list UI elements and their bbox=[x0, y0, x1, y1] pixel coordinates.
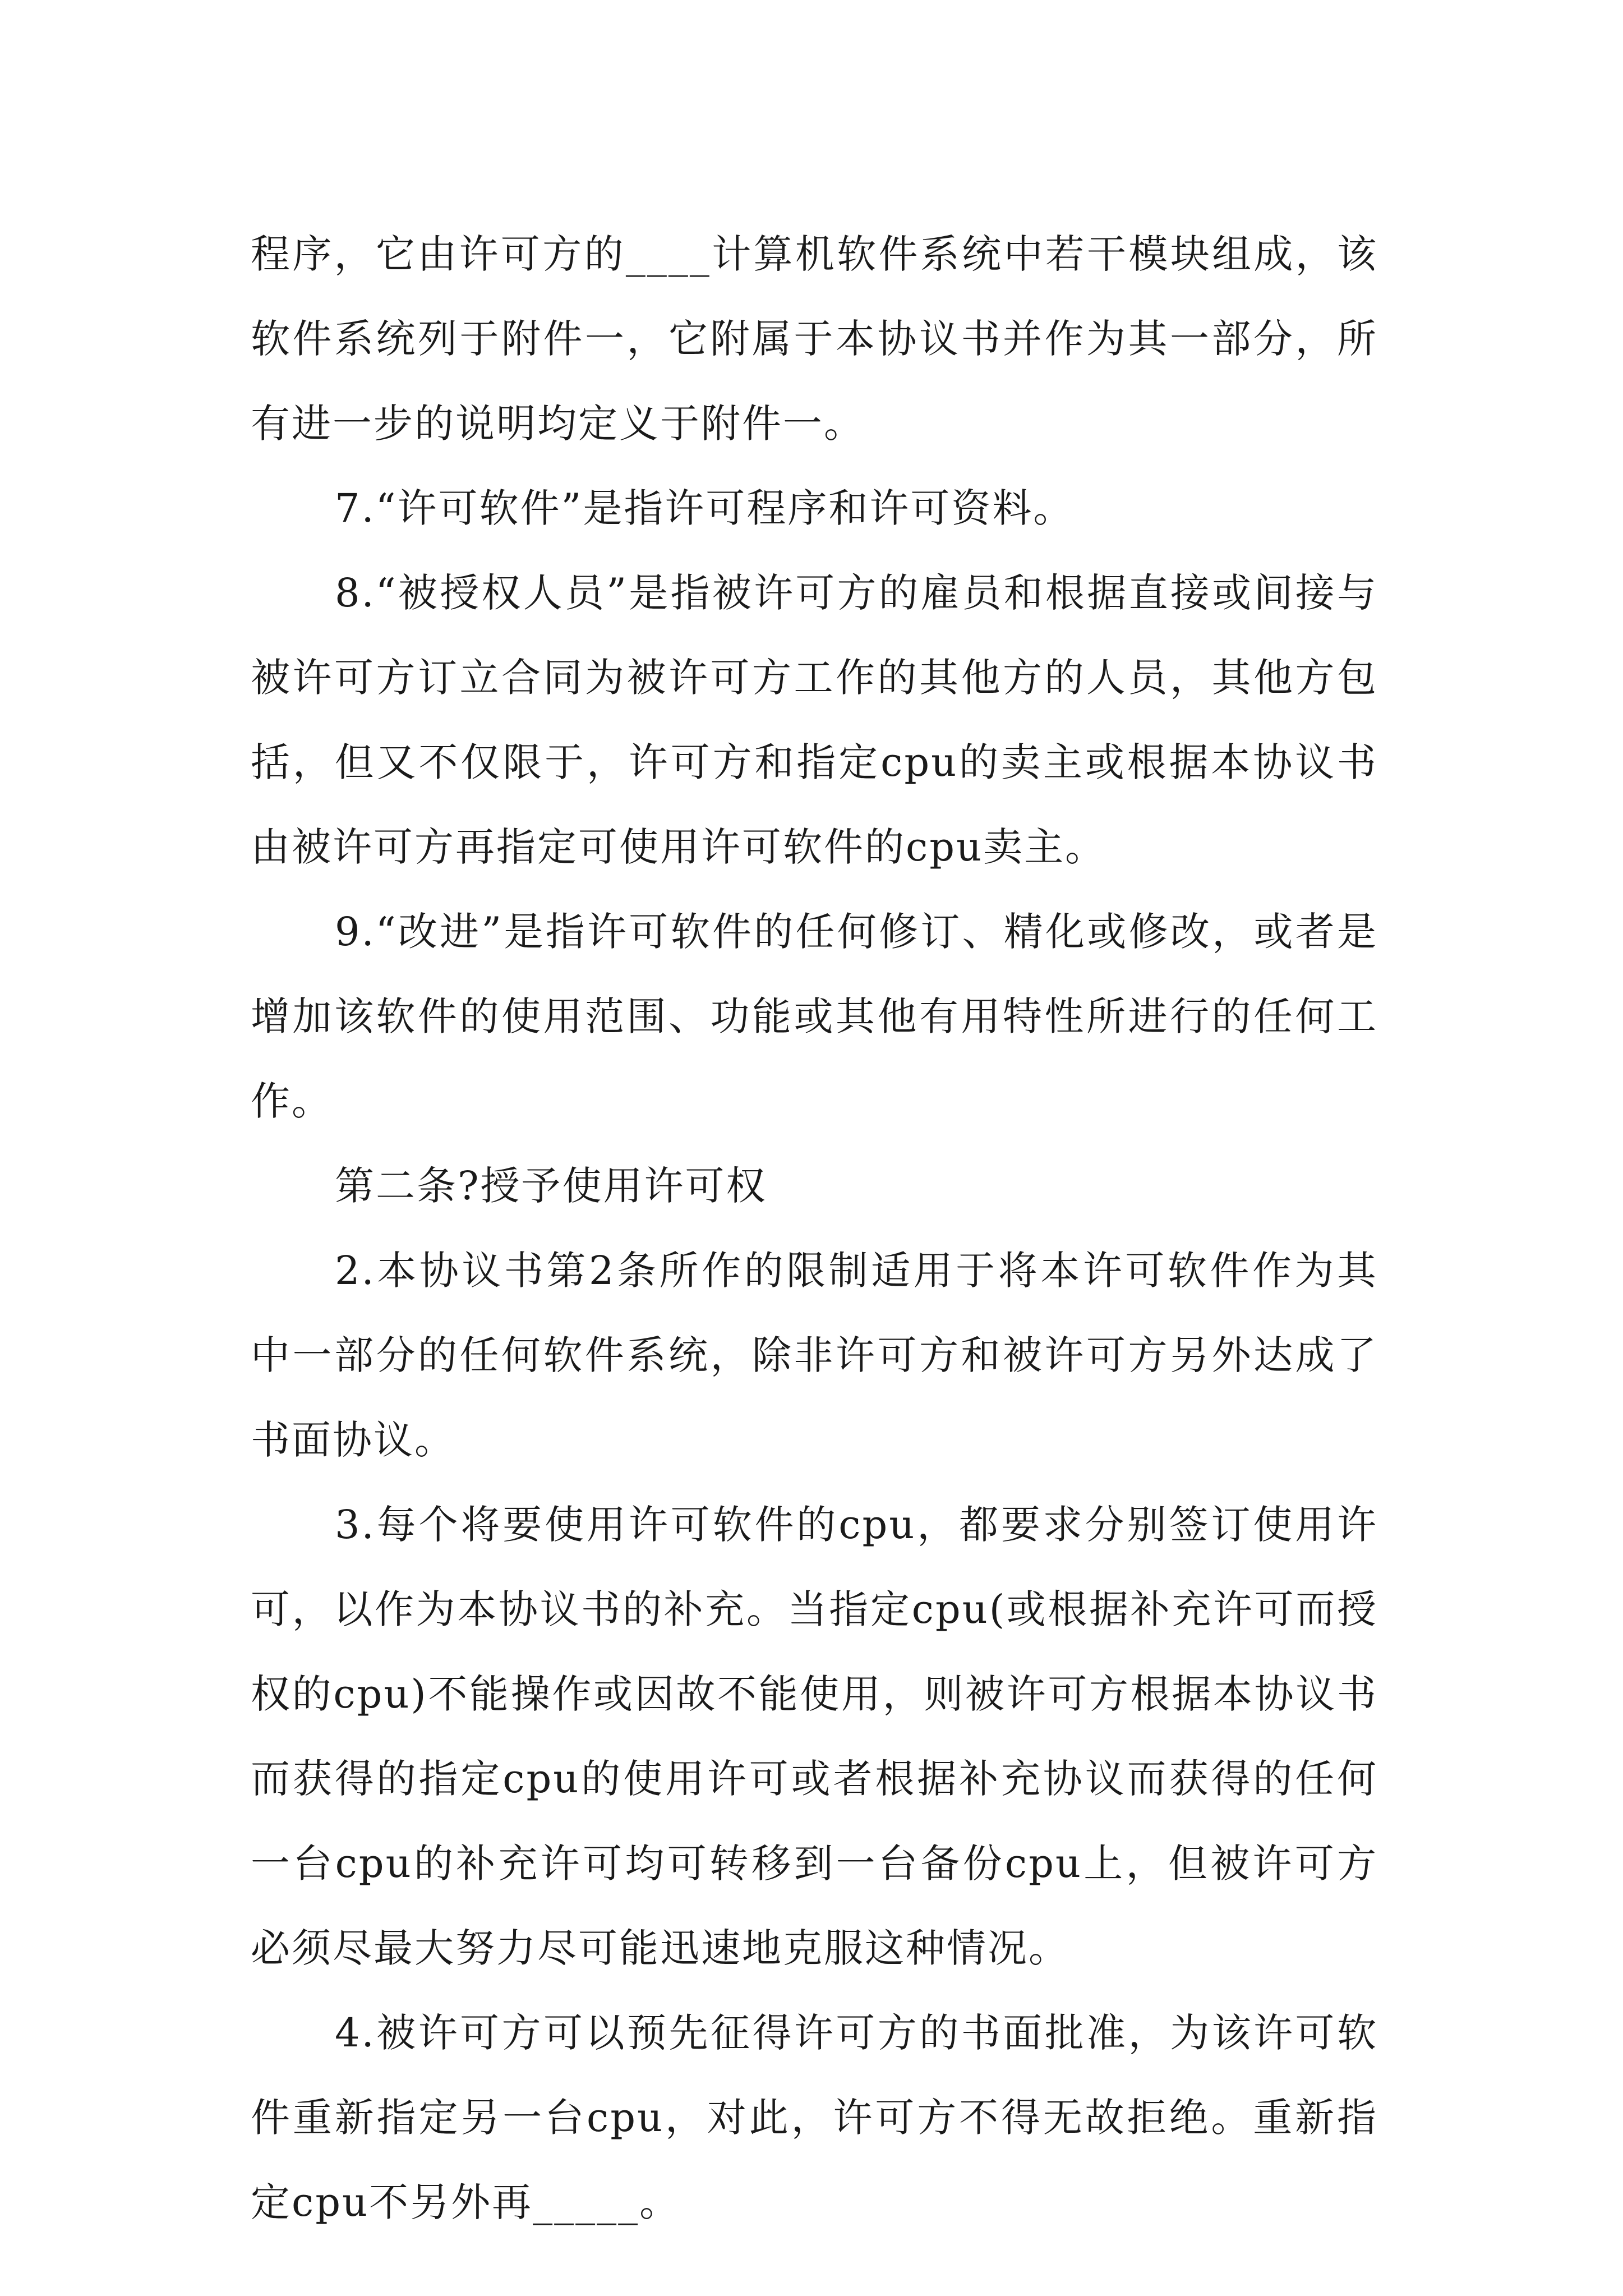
paragraph-continuation: 程序，它由许可方的____计算机软件系统中若干模块组成，该软件系统列于附件一，它附属于本协议书并作为其一部分，所有进一步的说明均定义于附件一。 bbox=[251, 231, 1378, 447]
paragraph-clause-2-4: 4.被许可方可以预先征得许可方的书面批准，为该许可软件重新指定另一台cpu，对此，许可方不得无故拒绝。重新指定cpu不另外再_____。 bbox=[251, 2010, 1378, 2225]
paragraph-clause-2-3: 3.每个将要使用许可软件的cpu，都要求分别签订使用许可，以作为本协议书的补充。当指定cpu(或根据补充许可而授权的cpu)不能操作或因故不能使用，则被许可方根据本协议书而获得的指定cpu的使用许可或者根据补充协议而获得的任何一台cpu的补充许可均可转移到一台备份cpu上，但被许可方必须尽最大努力尽可能迅速地克服这种情况。 bbox=[251, 1502, 1378, 1971]
paragraph-definition-7: 7.“许可软件”是指许可程序和许可资料。 bbox=[335, 485, 1075, 531]
section-heading-article-2: 第二条?授予使用许可权 bbox=[335, 1163, 767, 1209]
paragraph-definition-8: 8.“被授权人员”是指被许可方的雇员和根据直接或间接与被许可方订立合同为被许可方工作的其他方的人员，其他方包括，但又不仅限于，许可方和指定cpu的卖主或根据本协议书由被许可方再指定可使用许可软件的cpu卖主。 bbox=[251, 570, 1378, 870]
paragraph-clause-2-2: 2.本协议书第2条所作的限制适用于将本许可软件作为其中一部分的任何软件系统，除非许可方和被许可方另外达成了书面协议。 bbox=[251, 1248, 1378, 1463]
paragraph-definition-9: 9.“改进”是指许可软件的任何修订、精化或修改，或者是增加该软件的使用范围、功能或其他有用特性所进行的任何工作。 bbox=[251, 909, 1378, 1124]
document-body bbox=[251, 212, 1378, 2245]
